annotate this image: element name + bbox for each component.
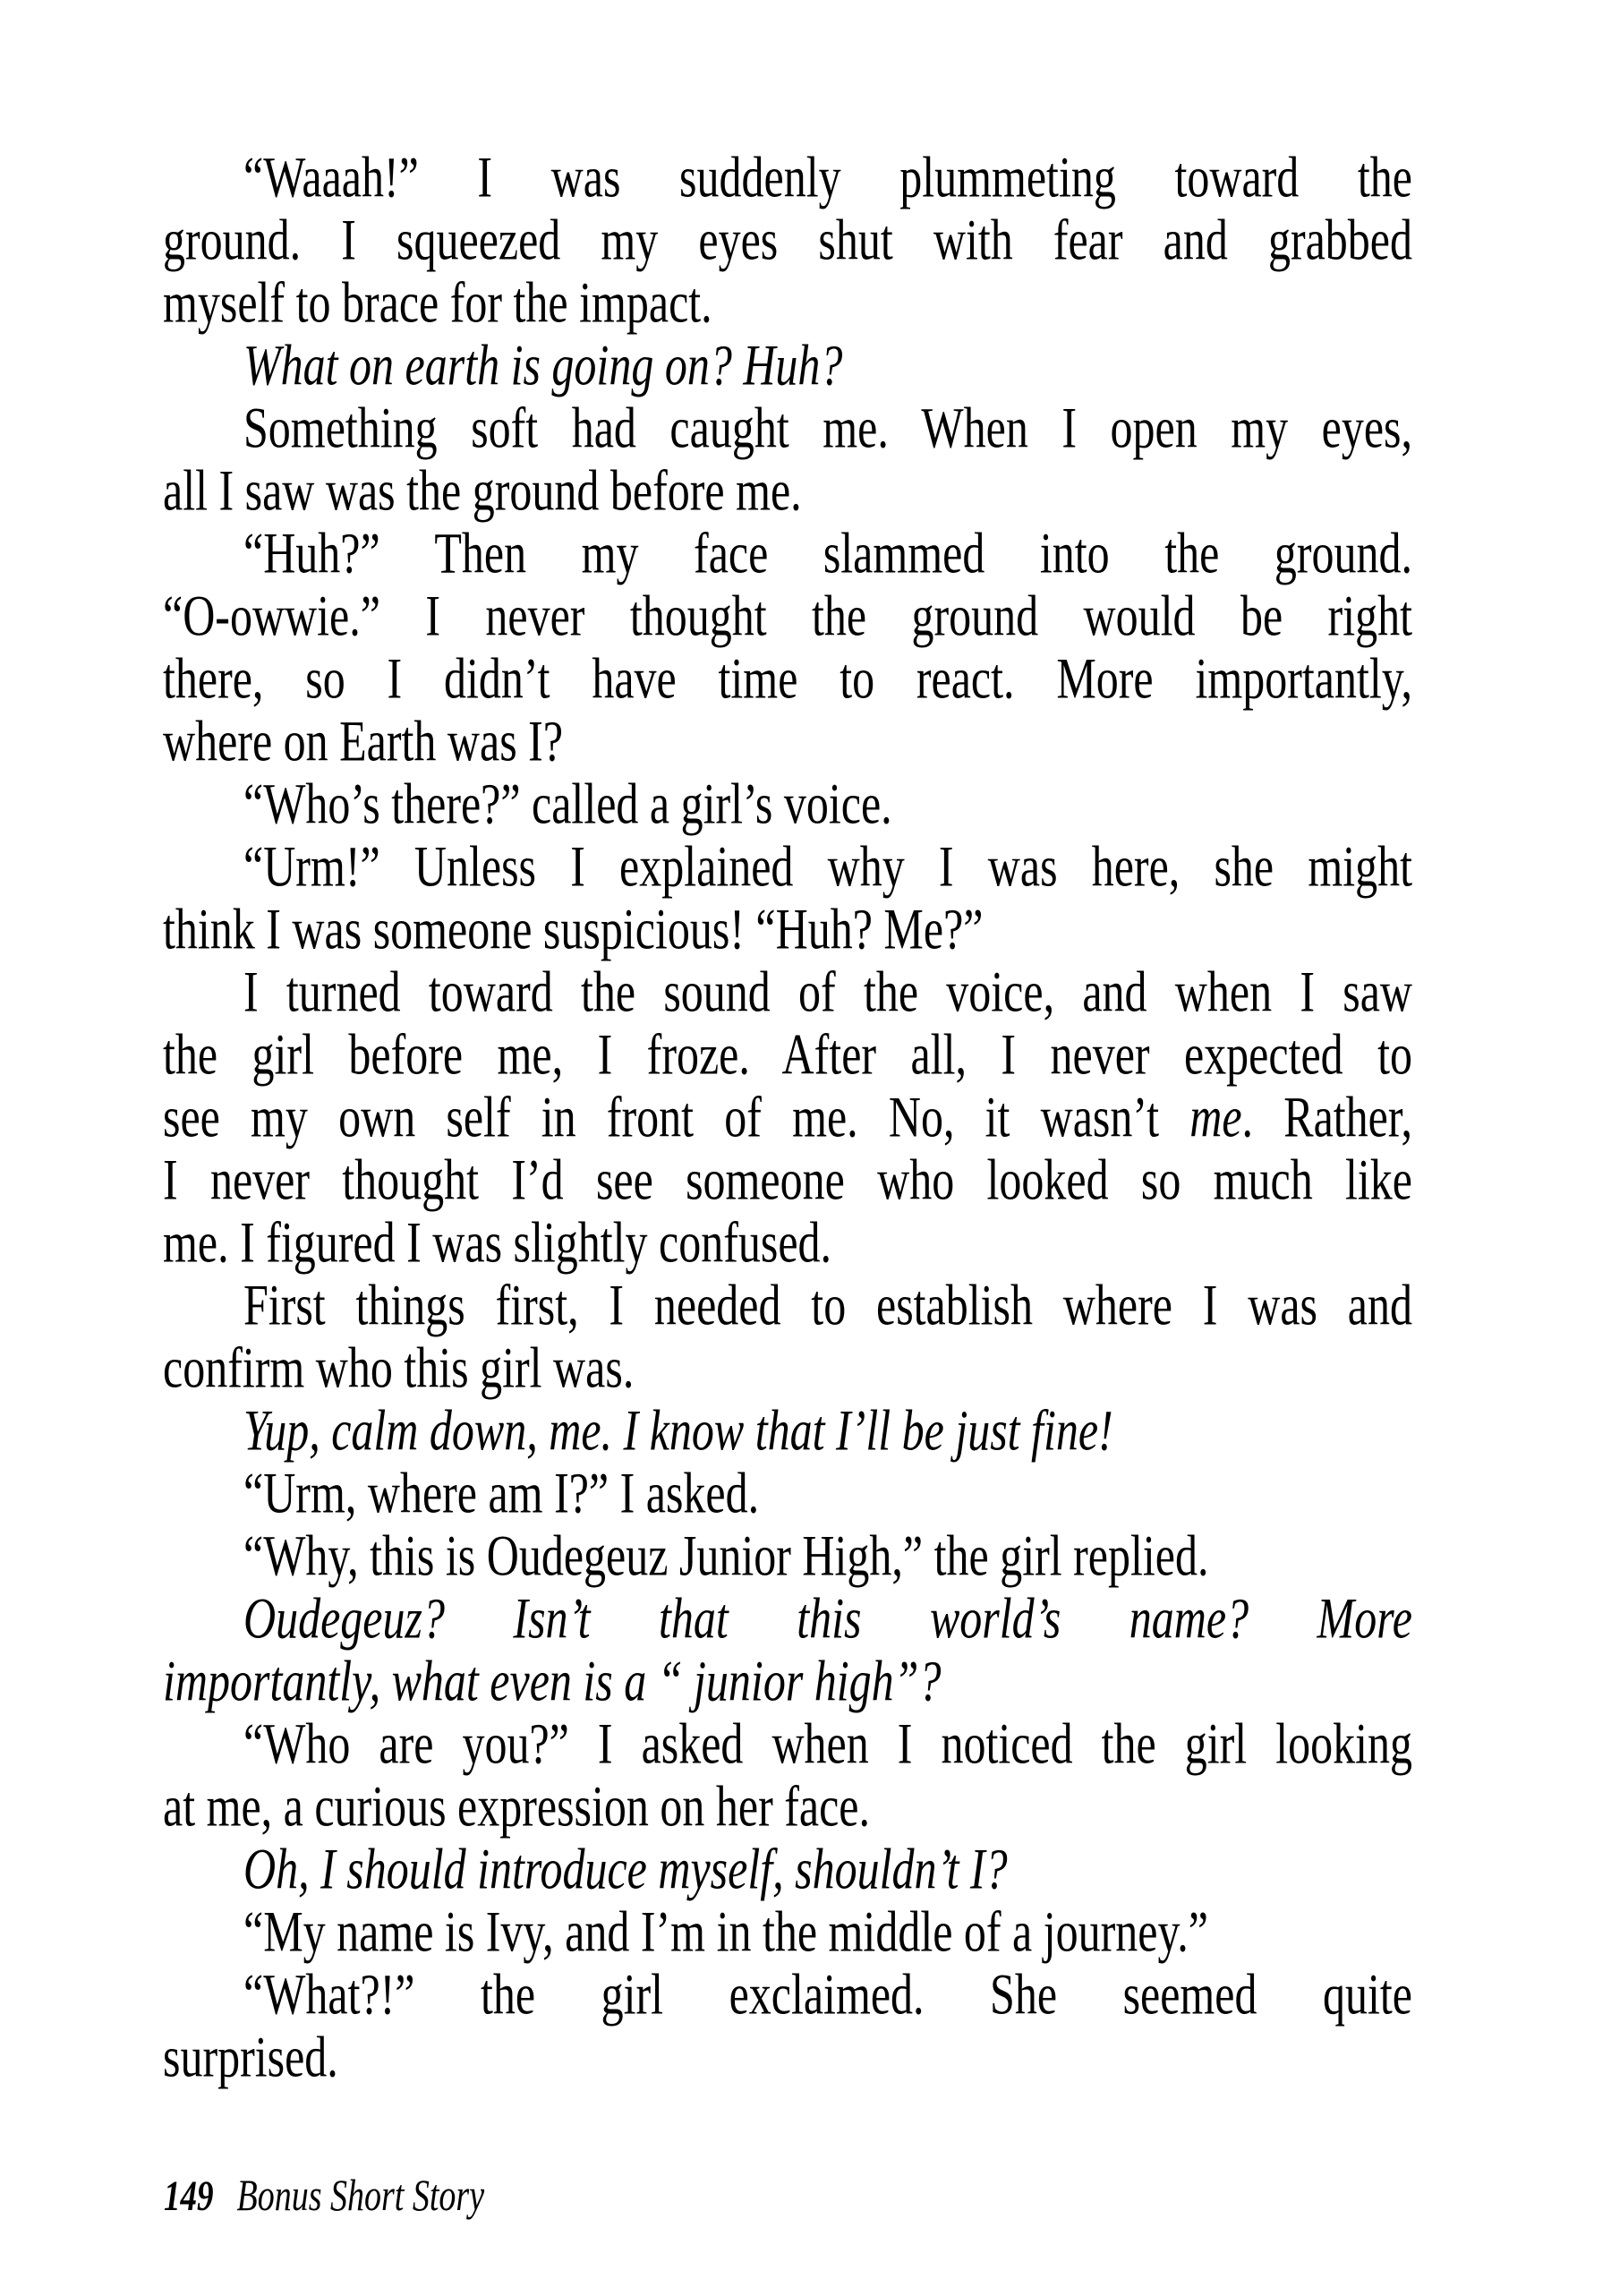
text-line: “Huh?” Then my face slammed into the ground. xyxy=(243,519,1412,585)
text-line: ground. I squeezed my eyes shut with fear and grabbed xyxy=(163,206,1412,272)
paragraph xyxy=(163,1271,1412,1403)
text-line: the girl before me, I froze. After all, I never expected to xyxy=(163,1020,1412,1087)
footer xyxy=(164,2167,484,2226)
text-line: there, so I didn’t have time to react. More importantly, xyxy=(163,644,1412,711)
text-line: at me, a curious expression on her face. xyxy=(163,1772,870,1839)
text-line: “Waaah!” I was suddenly plummeting toward the xyxy=(243,143,1412,209)
text-segment: . Rather, xyxy=(1241,1083,1412,1149)
page-number: 149 xyxy=(164,2172,214,2221)
text-line: importantly, what even is a “ junior high”? xyxy=(163,1647,942,1713)
text-line: Oh, I should introduce myself, shouldn’t I? xyxy=(243,1835,1008,1901)
text-line: “O-owwie.” I never thought the ground would be right xyxy=(163,582,1412,648)
text-line: “Urm!” Unless I explained why I was here, she might xyxy=(243,832,1412,899)
text-line: “Urm, where am I?” I asked. xyxy=(243,1459,760,1525)
text-line: “My name is Ivy, and I’m in the middle of a journey.” xyxy=(243,1898,1208,1964)
page-text xyxy=(163,143,1412,2092)
text-line: where on Earth was I? xyxy=(163,707,564,773)
italic-word: me xyxy=(1189,1083,1242,1149)
paragraph xyxy=(163,519,1412,776)
text-line: surprised. xyxy=(163,2023,338,2089)
paragraph xyxy=(163,832,1412,964)
paragraph xyxy=(163,1960,1412,2092)
text-line: myself to brace for the impact. xyxy=(163,269,712,335)
text-line: think I was someone suspicious! “Huh? Me?” xyxy=(163,895,984,961)
paragraph xyxy=(163,958,1412,1277)
text-line: “Who are you?” I asked when I noticed the girl looking xyxy=(243,1710,1412,1776)
paragraph xyxy=(163,143,1412,337)
footer-label: Bonus Short Story xyxy=(236,2172,485,2221)
text-line: What on earth is going on? Huh? xyxy=(243,331,843,397)
text-line: Yup, calm down, me. I know that I’ll be just fine! xyxy=(243,1396,1113,1463)
text-line: I turned toward the sound of the voice, and when I saw xyxy=(243,958,1412,1024)
paragraph xyxy=(163,1710,1412,1841)
text-line: Oudegeuz? Isn’t that this world’s name? More xyxy=(243,1584,1412,1651)
paragraph xyxy=(163,394,1412,525)
paragraph xyxy=(163,1584,1412,1716)
text-line: Something soft had caught me. When I open my eyes, xyxy=(243,394,1412,460)
text-line: First things first, I needed to establish where I was and xyxy=(243,1271,1412,1337)
text-line: “Why, this is Oudegeuz Junior High,” the girl replied. xyxy=(243,1522,1209,1588)
text-segment: see my own self in front of me. No, it wasn’t xyxy=(163,1083,1190,1149)
text-line: “What?!” the girl exclaimed. She seemed quite xyxy=(243,1960,1412,2027)
text-line: confirm who this girl was. xyxy=(163,1334,635,1400)
text-line: all I saw was the ground before me. xyxy=(163,457,802,523)
text-line: I never thought I’d see someone who looked so much like xyxy=(163,1146,1412,1212)
text-line: “Who’s there?” called a girl’s voice. xyxy=(243,770,892,836)
text-line: me. I figured I was slightly confused. xyxy=(163,1208,832,1275)
